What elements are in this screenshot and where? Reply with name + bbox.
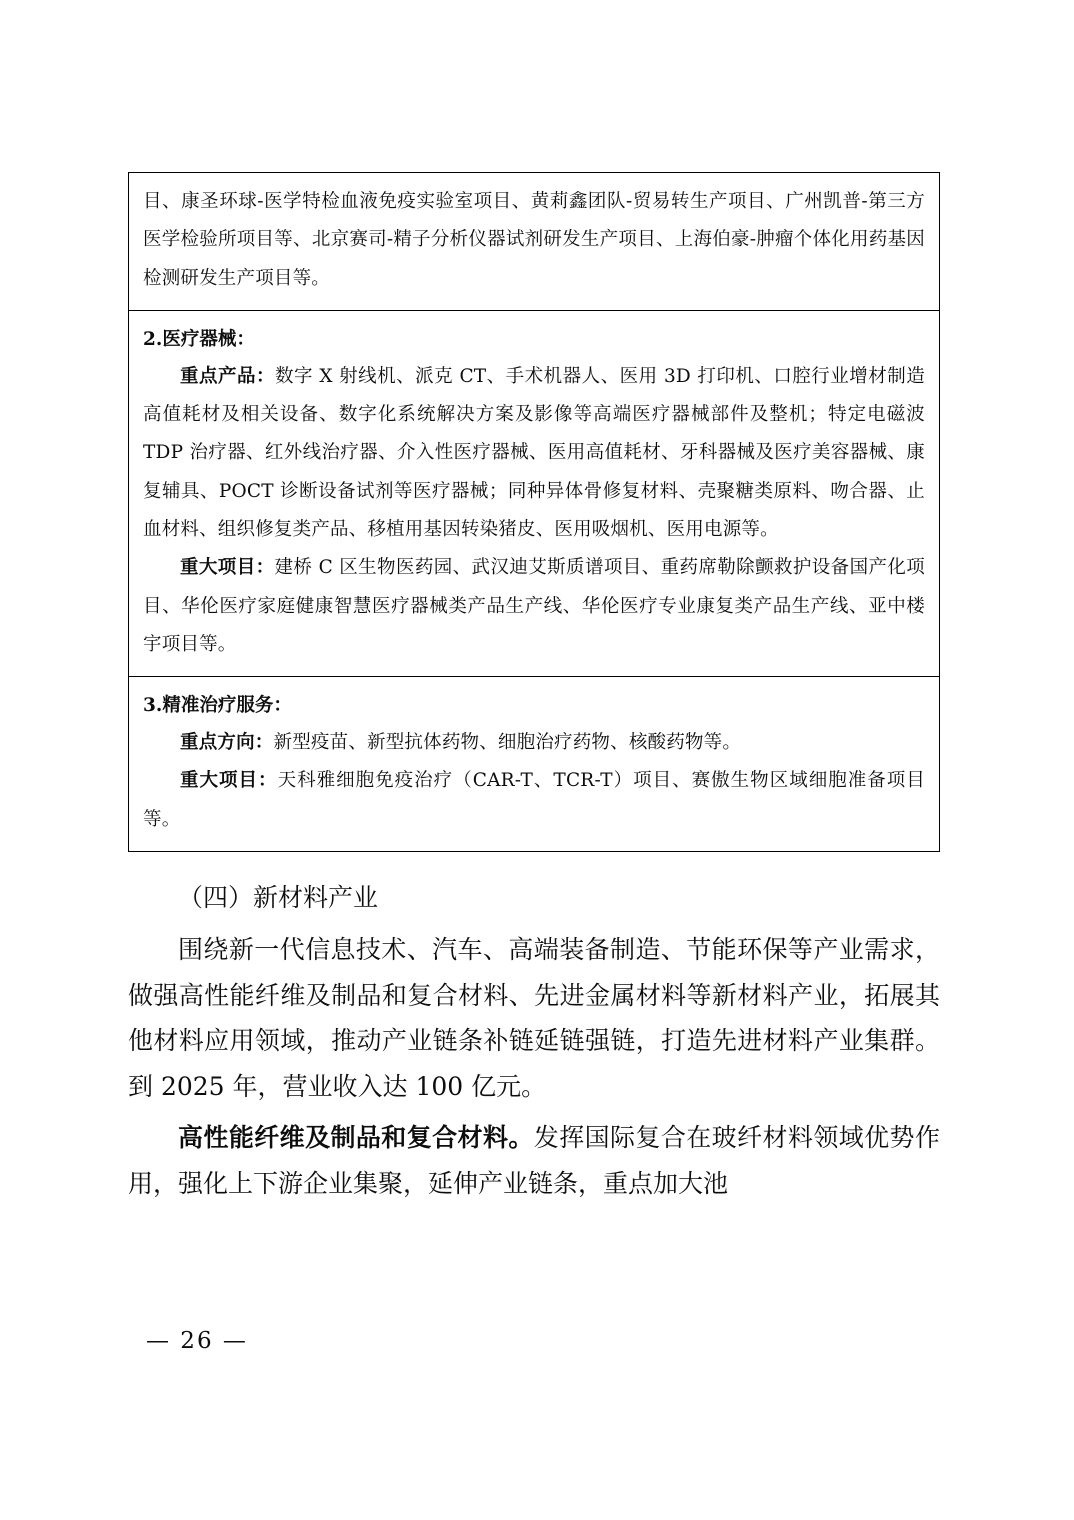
paragraph-text: 围绕新一代信息技术、汽车、高端装备制造、节能环保等产业需求，做强高性能纤维及制品和复合材料、先进金属材料等新材料产业，拓展其他材料应用领域，推动产业链条补链延链强链，打造先进材料产业集群。到 2025 年，营业收入达 100 亿元。 — [128, 935, 940, 1101]
page-content — [128, 172, 940, 1206]
paragraph-new-materials-overview — [128, 927, 940, 1109]
section-heading-new-materials: （四）新材料产业 — [178, 882, 379, 912]
table-row — [129, 173, 940, 311]
paragraph-high-performance-fiber — [128, 1115, 940, 1206]
precision-major-projects-label: 重大项目： — [180, 770, 278, 792]
medical-devices-heading: 2.医疗器械： — [143, 328, 255, 350]
key-directions-text: 新型疫苗、新型抗体药物、细胞治疗药物、核酸药物等。 — [273, 732, 742, 754]
precision-major-projects-text: 天科雅细胞免疫治疗（CAR-T、TCR-T）项目、赛傲生物区域细胞准备项目等。 — [143, 770, 925, 830]
table-cell-medical-devices — [129, 310, 940, 676]
paragraph-text: 发挥国际复合在玻纤材料领域优势作用，强化上下游企业集聚，延伸产业链条，重点加大池 — [128, 1123, 940, 1198]
key-products-label: 重点产品： — [180, 365, 275, 387]
key-directions-entry — [143, 724, 925, 762]
key-products-entry — [143, 358, 925, 549]
table-cell-continued — [129, 173, 940, 311]
page-footer — [128, 1328, 940, 1354]
paragraph-lead: 高性能纤维及制品和复合材料。 — [178, 1123, 534, 1153]
content-table — [128, 172, 940, 852]
table-row — [129, 310, 940, 676]
table-row — [129, 677, 940, 852]
continued-paragraph-text: 目、康圣环球-医学特检血液免疫实验室项目、黄莉鑫团队-贸易转生产项目、广州凯普-第三方医学检验所项目等、北京赛司-精子分析仪器试剂研发生产项目、上海伯豪-肿瘤个体化用药基因检测研发生产项目等。 — [143, 191, 925, 289]
major-projects-entry — [143, 549, 925, 664]
precision-treatment-heading: 3.精准治疗服务： — [143, 695, 292, 717]
major-projects-text: 建桥 C 区生物医药园、武汉迪艾斯质谱项目、重药席勒除颤救护设备国产化项目、华伦医疗家庭健康智慧医疗器械类产品生产线、华伦医疗专业康复类产品生产线、亚中楼宇项目等。 — [143, 557, 925, 655]
page-number: — 26 — — [146, 1328, 248, 1354]
table-cell-precision-treatment — [129, 677, 940, 852]
major-projects-label: 重大项目： — [180, 557, 275, 579]
precision-major-projects-entry — [143, 762, 925, 839]
key-directions-label: 重点方向： — [180, 732, 274, 754]
key-products-text: 数字 X 射线机、派克 CT、手术机器人、医用 3D 打印机、口腔行业增材制造高值耗材及相关设备、数字化系统解决方案及影像等高端医疗器械部件及整机；特定电磁波 TDP 治疗器、红外线治疗器、介入性医疗器械、医用高值耗材、牙科器械及医疗美容器械、康复辅具、POCT 诊断设备试剂等医疗器械；同种异体骨修复材料、壳聚糖类原料、吻合器、止血材料、组织修复类产品、移植用基因转染猪皮、医用吸烟机、医用电源等。 — [143, 365, 925, 540]
